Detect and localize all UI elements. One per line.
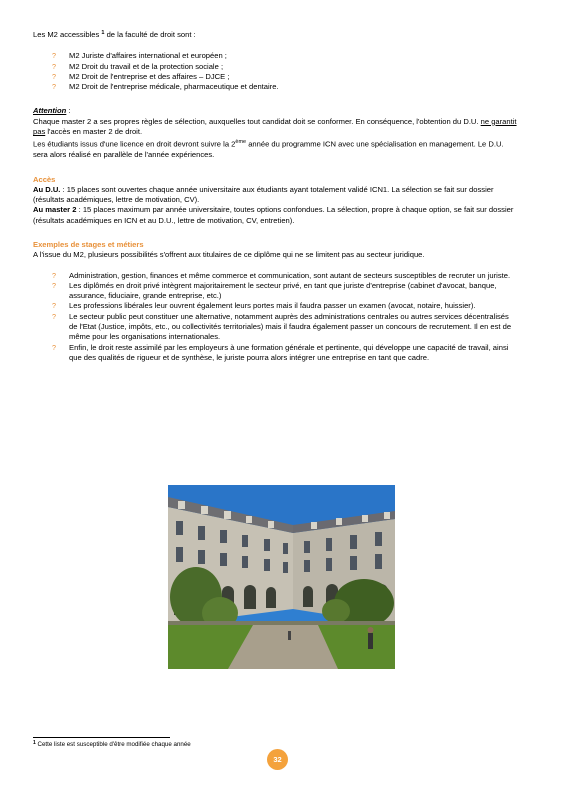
list-item: ? M2 Droit du travail et de la protection sociale ; [52,61,224,71]
bullet-icon: ? [52,61,56,71]
courtyard-photo [168,485,395,669]
acces-du-paragraph: Au D.U. : 15 places sont ouvertes chaque année universitaire aux étudiants ayant totalement validé ICN1. La sélection se fait sur dossier (résultats académiques, lettre de motivation, CV). [33,184,494,205]
bullet-icon: ? [52,51,56,61]
footnote-mark: 1 [33,740,36,746]
footnote-text: Cette liste est susceptible d'être modifiée chaque année [37,741,191,748]
bullet-icon: ? [52,311,56,321]
list-item: ? M2 Droit de l'entreprise médicale, pharmaceutique et dentaire. [52,82,279,92]
attention-paragraph-1: Chaque master 2 a ses propres règles de sélection, auxquelles tout candidat doit se conformer. En conséquence, l'obtention du D.U. ne garantit pas l'accès en master 2 de droit. [33,116,517,137]
list-item: ? M2 Juriste d'affaires international et européen ; [52,51,227,61]
attention-heading: Attention : [33,106,71,116]
bullet-icon: ? [52,301,56,311]
page-number-badge: 32 [267,749,288,770]
footnote-reference[interactable]: 1 [101,30,105,36]
attention-label: Attention [33,106,67,116]
list-item: ? Le secteur public peut constituer une alternative, notamment auprès des administrations centrales ou autres services décentralisés de l'Etat (Justice, impôts, etc., ou collectivités territoriales) mais il faudra également passer un concours de recrutement. Il en est de même pour les organisations internationales. [52,311,512,342]
attention-paragraph-2: Les étudiants issus d'une licence en droit devront suivre la 2ème année du programme ICN avec une spécialisation en management. Le D.U. sera alors réalisé en parallèle de l'année expériences. [33,139,504,160]
bullet-icon: ? [52,82,56,92]
bullet-icon: ? [52,270,56,280]
footnote-separator [33,737,170,738]
acces-master-label: Au master 2 [33,205,77,215]
bullet-icon: ? [52,71,56,81]
list-item: ? M2 Droit de l'entreprise et des affaires – DJCE ; [52,71,230,81]
list-item: ? Les diplômés en droit privé intègrent majoritairement le secteur privé, en tant que juriste d'entreprise (cabinet d'avocat, banque, assurance, fiduciaire, grande entreprise, etc.) [52,280,497,301]
list-item: ? Administration, gestion, finances et même commerce et communication, sont autant de secteurs susceptibles de recruter un juriste. [52,270,511,280]
exemples-intro: A l'issue du M2, plusieurs possibilités s'offrent aux titulaires de ce diplôme qui ne se limitent pas au secteur juridique. [33,250,425,260]
intro-paragraph [33,30,519,41]
masters-list [33,51,519,92]
bullet-icon: ? [52,342,56,352]
list-item: ? Enfin, le droit reste assimilé par les employeurs à une formation générale et pertinente, qui développe une capacité de travail, ainsi que des qualités de rigueur et de synthèse, le juriste pourra alors intégrer une entreprise en tant que cadre. [52,342,509,362]
emphasis-underlined: ne garantit pas [33,116,517,137]
section-title-exemples: Exemples de stages et métiers [33,239,144,249]
bullet-icon: ? [52,280,56,290]
footnote [33,741,191,749]
list-item: ? Les professions libérales leur ouvrent également leurs portes mais il faudra passer un examen (avocat, notaire, huissier). [52,301,476,311]
acces-master-paragraph: Au master 2 : 15 places maximum par année universitaire, toutes options confondues. La sélection, propre à chaque option, se fait sur dossier (résultats académiques en ICN et au D.U., lettre de motivation, CV, entretien). [33,205,514,225]
intro-text-after: de la faculté de droit sont : [106,30,196,39]
intro-text: Les M2 accessibles [33,30,100,39]
page-content [33,30,519,363]
acces-du-label: Au D.U. [33,184,61,194]
section-title-acces: Accès [33,174,56,184]
exemples-list [33,271,519,364]
